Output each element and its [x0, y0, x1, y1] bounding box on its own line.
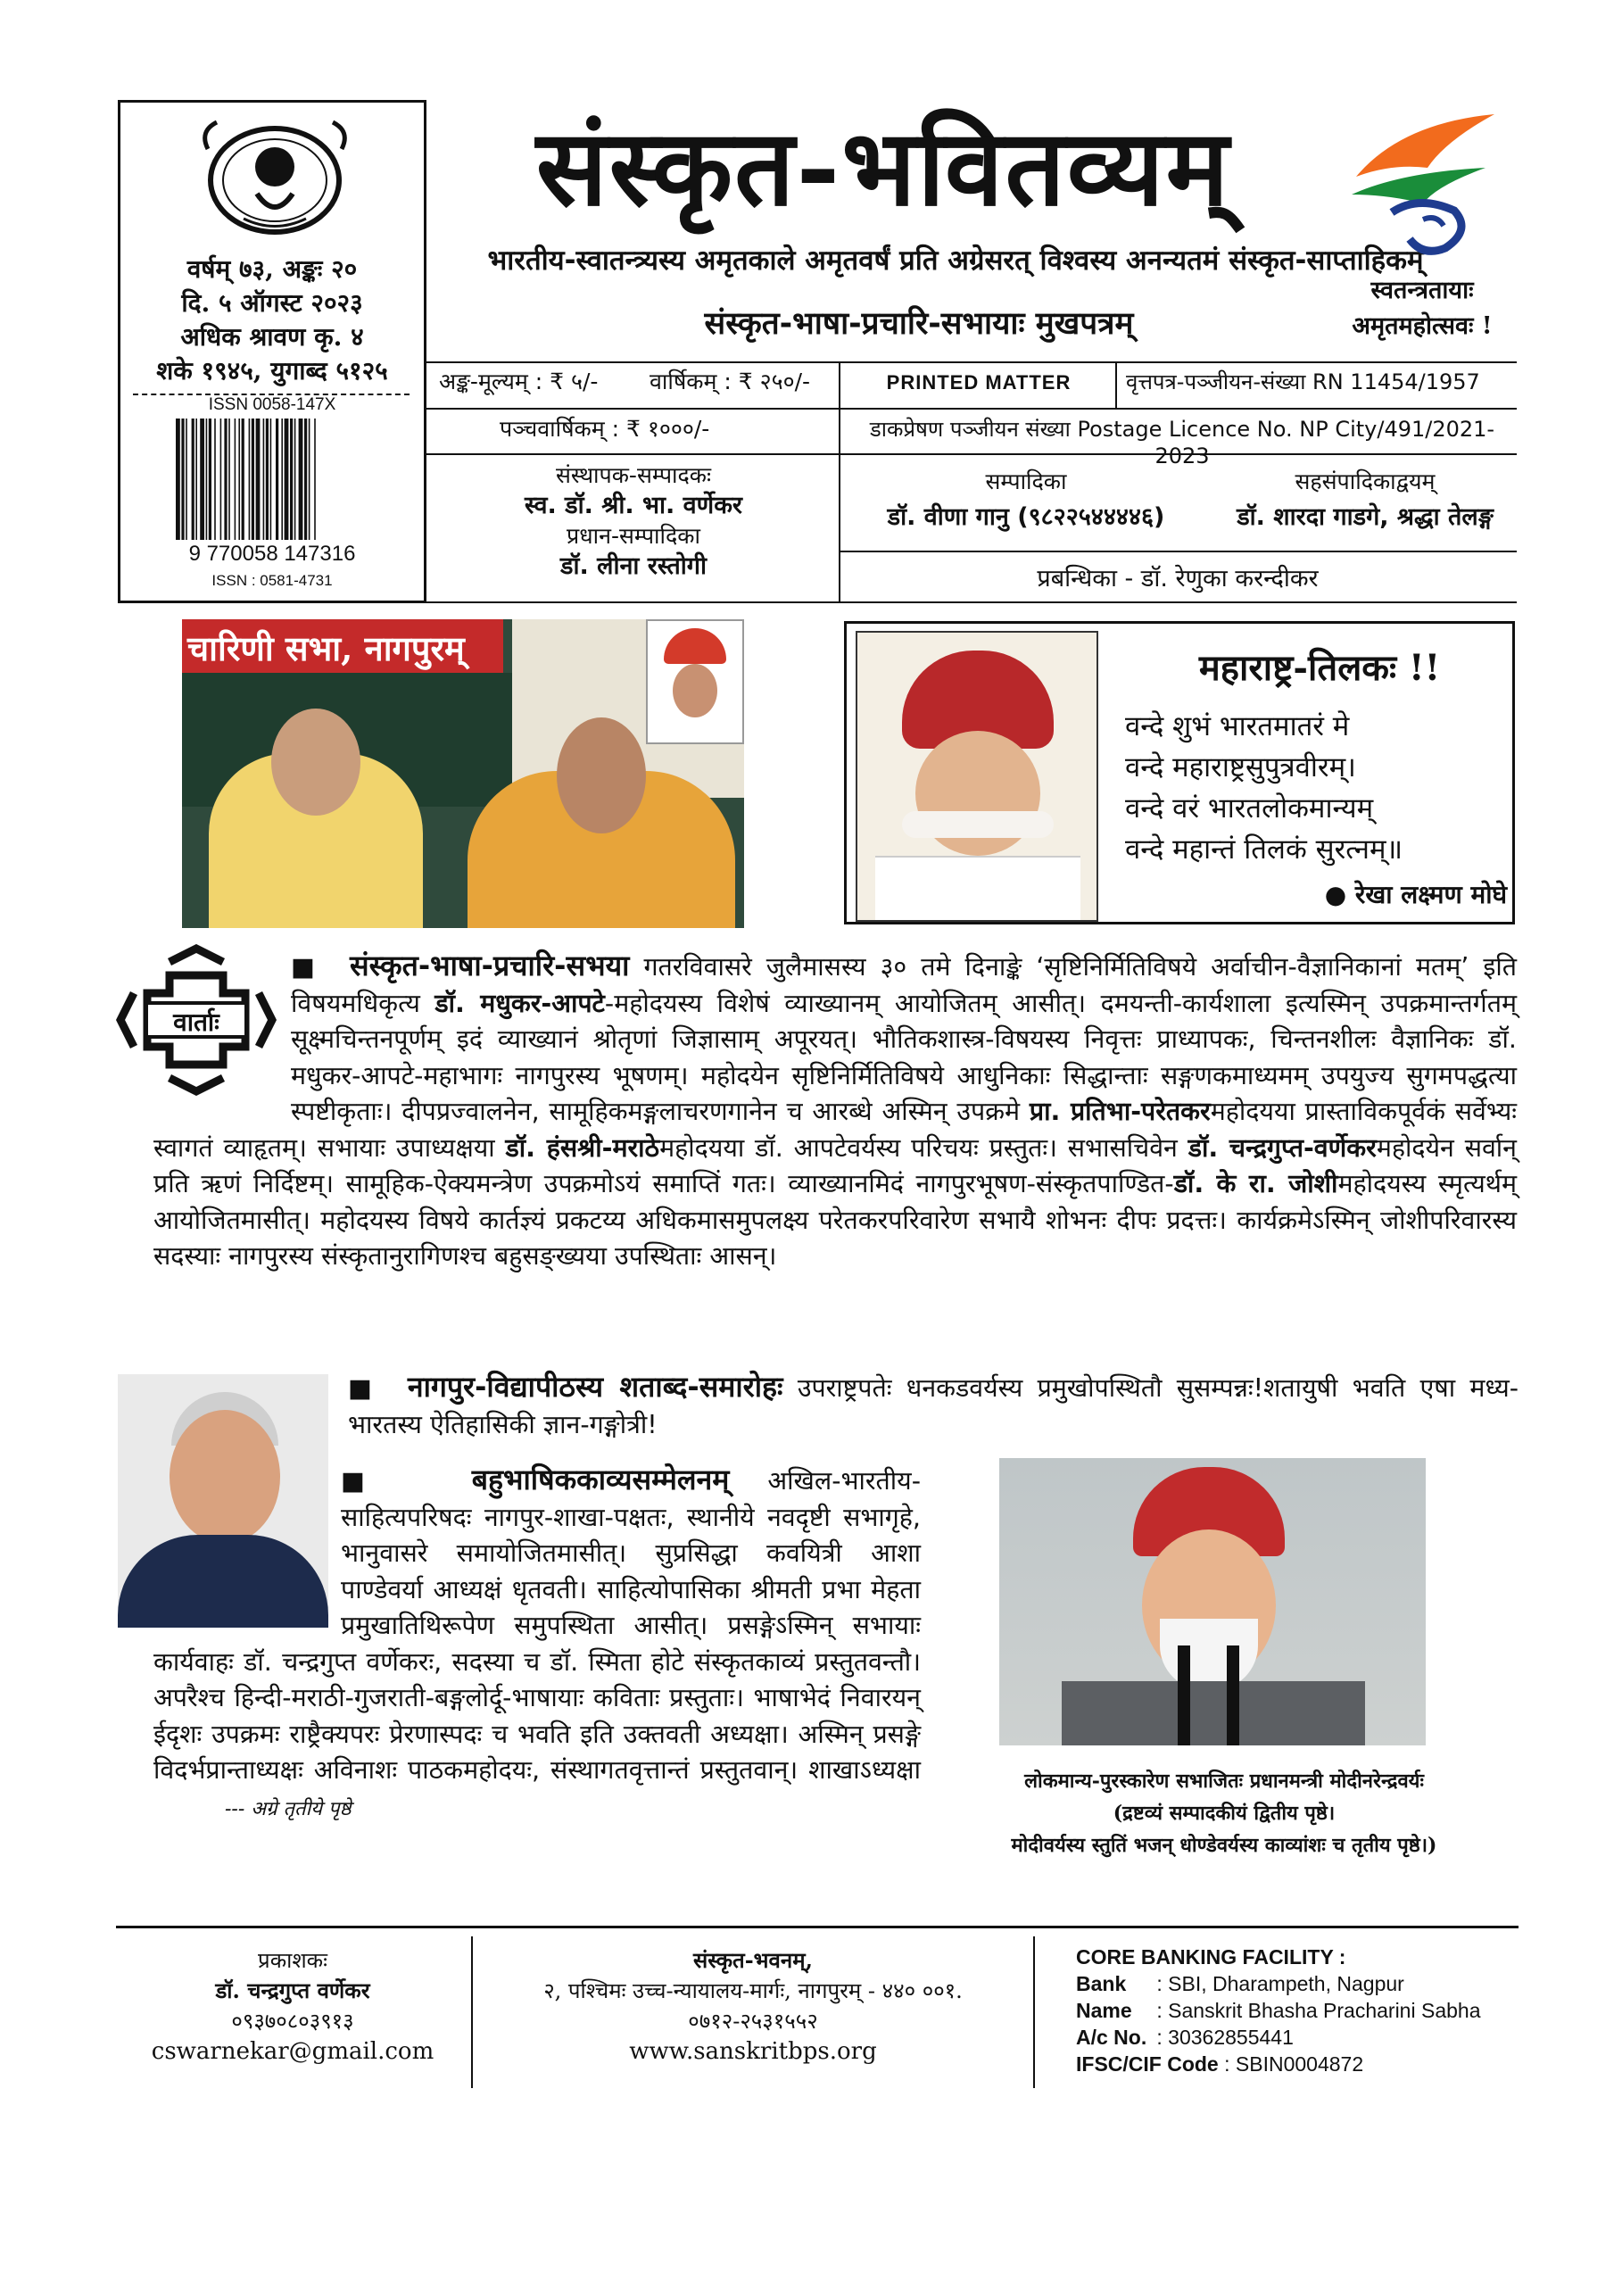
five-year-subscription: पञ्चवार्षिकम् : ₹ १०००/- — [500, 416, 710, 442]
bank-details — [1076, 1970, 1522, 2077]
article1-text: महोदयया डॉ. आपटेवर्यस्य परिचयः प्रस्तुतः। सभासचिवेन — [659, 1132, 1188, 1163]
bhavan-website: www.sanskritbps.org — [629, 2038, 877, 2065]
issue-price: अङ्क-मूल्यम् : ₹ ५/- — [439, 369, 599, 394]
editor-name: डॉ. वीणा गानु (९८२२५४४४४६) — [887, 503, 1165, 531]
poem-heading: महाराष्ट्र-तिलकः !! — [1198, 647, 1441, 689]
continued-note: --- अग्रे तृतीये पृष्ठे — [225, 1797, 352, 1820]
publisher-block — [116, 1945, 469, 2067]
article3-text: अखिल-भारतीय-साहित्यपरिषदः नागपुर-शाखा-पक्षतः, स्थानीये नवदृष्टी सभागृहे, भानुवासरे समायोजितमासीत्। सुप्रसिद्धा कवयित्री आशा पाण्डेवर्या आध्यक्षं धृतवती। साहित्योपासिका श्रीमती प्रभा मेहता प्रमुखातिथिरूपेण समुपस्थिता आसीत्। प्रसङ्गेऽस्मिन् सभायाः कार्यवाहः डॉ. चन्द्रगुप्त वर्णेकरः, सदस्या च डॉ. स्मिता होटे संस्कृतकाव्यं प्रस्तुतवन्तौ। अपरैश्च हिन्दी-मराठी-गुजराती-बङ्गलोर्दू-भाषायाः कविताः प्रस्तुताः। भाषाभेदं निवारयन् ईदृशः उपक्रमः राष्ट्रैक्यपरः प्रेरणास्पदः च भवति इति उक्तवती अध्यक्षा। अस्मिन् प्रसङ्गे विदर्भप्रान्ताध्यक्षः अविनाशः पाठकमहोदयः, संस्थागतवृत्तान्तं प्रस्तुतवान्। शाखाऽध्यक्षा — [153, 1466, 921, 1785]
article2-lead: नागपुर-विद्यापीठस्य शताब्द-समारोहः — [407, 1370, 783, 1404]
tilak-portrait — [856, 631, 1098, 922]
bank-row — [1076, 2051, 1522, 2077]
tagline: भारतीय-स्वातन्त्र्यस्य अमृतकाले अमृतवर्षं प्रति अग्रेसरत् विश्वस्य अनन्यतमं संस्कृत-साप्ताहिकम् — [487, 245, 1424, 277]
bank-title: CORE BANKING FACILITY : — [1076, 1945, 1346, 1969]
barcode — [170, 419, 376, 543]
bank-row-value: : SBI, Dharampeth, Nagpur — [1151, 1972, 1404, 1995]
annual-subscription: वार्षिकम् : ₹ २५०/- — [650, 369, 811, 394]
photo-caption-line2: (द्रष्टव्यं सम्पादकीयं द्वितीय पृष्ठे। — [1113, 1802, 1336, 1825]
article-university-centenary — [348, 1369, 1519, 1443]
bank-row-value: : Sanskrit Bhasha Pracharini Sabha — [1151, 1999, 1481, 2022]
issue-info — [120, 253, 424, 388]
poem-line: वन्दे महाराष्ट्रसुपुत्रवीरम्। — [1125, 751, 1356, 783]
postal-licence: डाकप्रेषण पञ्जीयन संख्या Postage Licence No. NP City/491/2021-2023 — [869, 417, 1495, 468]
poem-line: वन्दे वरं भारतलोकमान्यम् — [1125, 792, 1374, 825]
photo-caption-line3: मोदीवर्यस्य स्तुतिं भजन् धोण्डेवर्यस्य काव्यांशः च तृतीय पृष्ठे।) — [1011, 1834, 1437, 1857]
article1-text: महोदयस्य स्मृत्यर्थम् आयोजितमासीत्। महोदयस्य विषये कार्तज्ञ्यं प्रकटय्य अधिकमासमुपलक्ष्य परेतकरपरिवारेण सभायै शोभनः दीपः प्रदत्तः। कार्यक्रमेऽस्मिन् जोशीपरिवारस्य सदस्याः नागपुरस्य संस्कृतानुरागिणश्च बहुसङ्ख्यया उपस्थिताः आसन्। — [153, 1169, 1518, 1271]
registration-number: वृत्तपत्र-पञ्जीयन-संख्या RN 11454/1957 — [1126, 369, 1480, 394]
issn-top: ISSN 0058-147X — [208, 395, 336, 414]
editor-block — [848, 464, 1204, 535]
masthead-info-box — [118, 100, 426, 603]
bhavan-title: संस्कृत-भवनम्, — [693, 1947, 813, 1973]
bhavan-address: २, पश्चिमः उच्च-न्यायालय-मार्गः, नागपुरम् - ४४० ००१. — [543, 1978, 963, 2003]
poem-verse — [1125, 706, 1509, 870]
prime-minister-photo — [999, 1458, 1426, 1745]
issue-volume: वर्षम् ७३, अङ्कः २० — [186, 254, 358, 284]
article-multilingual-poetry — [153, 1462, 921, 1828]
publisher-phone: ०९३७०८०३९१३ — [231, 2009, 354, 2034]
founder-label: संस्थापक-सम्पादकः — [555, 462, 712, 488]
bank-row-label: Bank — [1076, 1972, 1127, 1995]
bank-row-label: A/c No. — [1076, 2026, 1147, 2049]
founder-name: स्व. डॉ. श्री. भा. वर्णेकर — [525, 492, 742, 519]
article-bullet: ■ — [341, 1466, 395, 1496]
bhavan-phone: ०७१२-२५३१५५२ — [688, 2009, 818, 2034]
poem-line: वन्दे महान्तं तिलकं सुरत्नम्॥ — [1125, 833, 1403, 866]
chief-editor-name: डॉ. लीना रस्तोगी — [560, 552, 707, 580]
flag-caption-line2: अमृतमहोत्सवः ! — [1352, 312, 1493, 340]
article1-text: गतरविवासरे जुलैमासस्य ३० तमे दिनाङ्के ‘सृष्टिनिर्मितिविषये अर्वाचीन-वैज्ञानिकानां मतम्’ इति विषयमधिकृत्य — [291, 952, 1517, 1018]
bhavan-block — [475, 1945, 1031, 2067]
speaker-name: डॉ. मधुकर-आपटे — [434, 988, 605, 1018]
person-name: डॉ. के रा. जोशी — [1173, 1169, 1338, 1198]
bank-row — [1076, 1997, 1522, 2024]
mouthpiece-line: संस्कृत-भाषा-प्रचारि-सभायाः मुखपत्रम् — [704, 306, 1134, 342]
article1-lead: संस्कृत-भाषा-प्रचारि-सभया — [349, 949, 630, 982]
printed-matter: PRINTED MATTER — [886, 371, 1072, 394]
person-name: डॉ. हंसश्री-मराठे — [505, 1132, 660, 1163]
publisher-name: डॉ. चन्द्रगुप्त वर्णेकर — [215, 1977, 370, 2003]
publisher-label: प्रकाशकः — [258, 1948, 327, 1973]
issue-era: शके १९४५, युगाब्द ५१२५ — [156, 356, 388, 385]
article1-text: महोदयया प्रास्ताविकपूर्वकं सर्वेभ्यः स्वागतं व्याहृतम्। सभायाः उपाध्यक्षया — [153, 1097, 1518, 1163]
issue-month: अधिक श्रावण कृ. ४ — [180, 322, 364, 352]
article1-text: -महोदयस्य विशेषं व्याख्यानम् आयोजितम् आसीत्। दमयन्ती-कार्यशाला इत्यस्मिन् उपक्रमान्तर्गतम् सूक्ष्मचिन्तनपूर्णम् इदं व्याख्यानं श्रोतृणां जिज्ञासाम् अपूरयत्। भौतिकशास्त्र-विषयस्य निवृत्तः प्राध्यापकः, चिन्तनशीलः वैज्ञानिकः डॉ. मधुकर-आपटे-महाभागः नागपुरस्य भूषणम्। महोदयेन सृष्टिनिर्मितिविषये आधुनिकाः सिद्धान्ताः सङ्गणकमाध्यमम् उपयुज्य सुगमपद्धत्या स्पष्टीकृताः। दीपप्रज्वालनेन, सामूहिकमङ्गलाचरणगानेन च आरब्धे अस्मिन् उपक्रमे — [291, 988, 1517, 1126]
poem-line: वन्दे शुभं भारतमातरं मे — [1125, 710, 1350, 742]
manager-line: प्रबन्धिका - डॉ. रेणुका करन्दीकर — [1037, 565, 1319, 593]
person-name: डॉ. चन्द्रगुप्त-वर्णेकर — [1188, 1132, 1377, 1163]
publisher-email: cswarnekar@gmail.com — [151, 2038, 434, 2065]
article-bullet: ■ — [291, 952, 321, 982]
bank-block — [1076, 1944, 1522, 2077]
issue-date: दि. ५ ऑगस्ट २०२३ — [181, 288, 363, 318]
person-name: प्रा. प्रतिभा-परेतकर — [1029, 1097, 1211, 1126]
photo-caption-line1: लोकमान्य-पुरस्कारेण सभाजितः प्रधानमन्त्री मोदीनरेन्द्रवर्यः — [1024, 1770, 1424, 1793]
coeditors-name: डॉ. शारदा गाडगे, श्रद्धा तेलङ्ग — [1237, 503, 1494, 531]
bank-row-value: : SBIN0004872 — [1218, 2052, 1364, 2076]
bank-row — [1076, 2024, 1522, 2051]
editor-label: सम्पादिका — [985, 468, 1067, 494]
newspaper-title: संस्कृत-भवितव्यम् — [535, 105, 1231, 229]
news-icon-label: वार्ताः — [173, 1007, 219, 1037]
article1-text: महोदयेन सर्वान् प्रति ऋणं निर्दिष्टम्। सामूहिक-ऐक्यमन्त्रेण उपक्रमोऽयं समाप्तिं गतः। व्याख्यानमिदं नागपुरभूषण-संस्कृतपाण्डित- — [153, 1132, 1518, 1198]
article-sanskrit-sabha — [153, 948, 1517, 1275]
lecture-photo — [182, 619, 744, 928]
issn-bottom: ISSN : 0581-4731 — [211, 572, 333, 589]
emblem-logo — [190, 113, 360, 238]
bank-row — [1076, 1970, 1522, 1997]
bank-row-label: IFSC/CIF Code — [1076, 2052, 1219, 2076]
article3-lead: बहुभाषिककाव्यसम्मेलनम् — [471, 1463, 730, 1496]
banner-text: चारिणी सभा, नागपुरम् — [187, 628, 465, 668]
barcode-digits: 9 770058 147316 — [188, 542, 356, 566]
bank-row-value: : 30362855441 — [1151, 2026, 1294, 2049]
coeditors-label: सहसंपादिकाद्वयम् — [1295, 468, 1436, 494]
chief-editor-label: प्रधान-सम्पादिका — [567, 523, 700, 549]
tricolor-flag-logo — [1338, 105, 1508, 266]
coeditor-block — [1213, 464, 1517, 535]
flag-caption — [1315, 273, 1529, 344]
article-bullet: ■ — [348, 1373, 379, 1403]
tilak-poem-box — [844, 621, 1515, 924]
bank-row-label: Name — [1076, 1999, 1132, 2022]
photo-caption — [930, 1765, 1519, 1861]
article2-text: उपराष्ट्रपतेः धनकडवर्यस्य प्रमुखोपस्थितौ सुसम्पन्नः!शतायुषी भवति एषा मध्य-भारतस्य ऐतिहासिकी ज्ञान-गङ्गोत्री! — [348, 1373, 1519, 1439]
founder-block — [428, 460, 839, 582]
flag-caption-line1: स्वतन्त्रतायाः — [1370, 277, 1474, 304]
poem-author: ● रेखा लक्ष्मण मोघे — [1324, 880, 1507, 909]
